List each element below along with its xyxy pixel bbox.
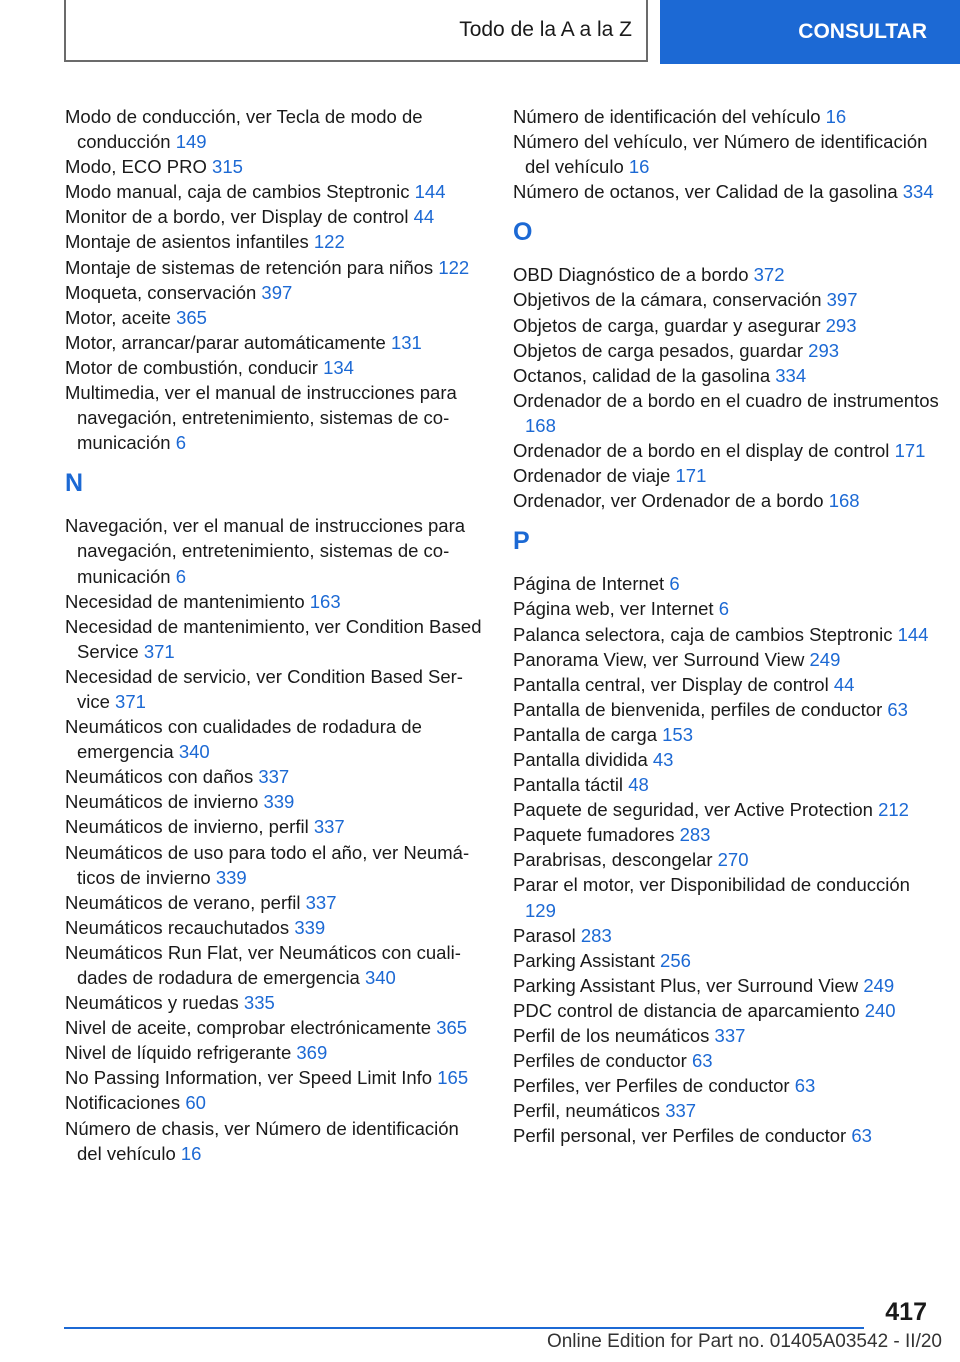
page-reference-link[interactable]: 337 [665, 1100, 697, 1122]
page-reference-link[interactable]: 168 [828, 490, 860, 512]
index-entry-text: Número de identificación del vehículo [513, 106, 821, 127]
index-entry-text: Nivel de aceite, comprobar electrónicamente [65, 1017, 432, 1039]
index-entry [513, 1098, 943, 1123]
index-entry-text: Neumáticos de invierno [65, 791, 259, 813]
page-reference-link[interactable]: 149 [175, 131, 207, 153]
index-entry-text: Parabrisas, descongelar [513, 849, 713, 871]
page-reference-link[interactable]: 397 [261, 281, 293, 303]
page-reference-link[interactable]: 16 [825, 106, 847, 127]
index-entry-text: Neumáticos Run Flat, ver Neumáticos con cualidades de rodadura de emergencia [65, 941, 461, 988]
page-reference-link[interactable]: 134 [323, 356, 354, 378]
index-entry [65, 814, 485, 839]
page-reference-link[interactable]: 334 [902, 181, 934, 203]
page-reference-link[interactable]: 340 [178, 741, 210, 763]
index-entry [513, 847, 943, 872]
page-reference-link[interactable]: 270 [717, 849, 749, 871]
page-reference-link[interactable]: 131 [390, 331, 422, 353]
page-reference-link[interactable]: 63 [887, 698, 908, 720]
index-entry-text: Parasol [513, 924, 576, 946]
page-reference-link[interactable]: 240 [864, 999, 896, 1021]
page-reference-link[interactable]: 293 [825, 314, 857, 336]
index-entry-text: Monitor de a bordo, ver Display de control [65, 206, 409, 228]
index-entry-text: Parar el motor, ver Disponibilidad de conducción [513, 874, 910, 896]
index-column-right [513, 104, 943, 1148]
page-reference-link[interactable]: 44 [833, 673, 855, 695]
page-reference-link[interactable]: 63 [851, 1125, 872, 1147]
index-entry [65, 764, 485, 789]
index-entry-text: Pantalla de carga [513, 723, 657, 745]
page-reference-link[interactable]: 339 [294, 916, 326, 938]
page-reference-link[interactable]: 293 [808, 339, 840, 361]
index-entry-text: Ordenador de a bordo en el cuadro de instrumentos [513, 389, 939, 411]
page-reference-link[interactable]: 129 [525, 899, 556, 921]
index-entry [65, 280, 485, 305]
index-entry [65, 664, 485, 714]
index-entry [513, 1048, 943, 1073]
index-entry [513, 672, 943, 697]
page-reference-link[interactable]: 365 [176, 306, 207, 328]
index-entry [65, 990, 485, 1015]
index-entry-text: Perfiles de conductor [513, 1050, 687, 1072]
index-entry [513, 129, 943, 179]
index-entry-text: Modo manual, caja de cambios Steptronic [65, 181, 410, 203]
page-reference-link[interactable]: 168 [525, 414, 556, 436]
index-entry-text: Ordenador de a bordo en el display de control [513, 440, 890, 462]
page-reference-link[interactable]: 165 [437, 1067, 469, 1089]
page-reference-link[interactable]: 16 [628, 156, 650, 178]
index-entry [65, 890, 485, 915]
index-entry [513, 463, 943, 488]
page-reference-link[interactable]: 369 [296, 1042, 328, 1064]
page-reference-link[interactable]: 144 [414, 181, 446, 203]
index-entry-text: Ordenador de viaje [513, 465, 671, 487]
index-entry [513, 363, 943, 388]
index-entry-text: Panorama View, ver Surround View [513, 648, 805, 670]
index-entry [65, 305, 485, 330]
index-entry-text: Número del vehículo, ver Número de identificación del vehículo [513, 131, 928, 178]
index-entry [513, 772, 943, 797]
index-entry-text: PDC control de distancia de aparcamiento [513, 999, 860, 1021]
index-entry [513, 488, 943, 513]
page-reference-link[interactable]: 212 [878, 799, 909, 821]
index-entry-text: Necesidad de servicio, ver Condition Based Service [65, 665, 463, 712]
page-reference-link[interactable]: 63 [691, 1050, 713, 1072]
index-entry [65, 330, 485, 355]
page-reference-link[interactable]: 43 [652, 748, 674, 770]
index-entry [65, 255, 485, 280]
page-reference-link[interactable]: 171 [894, 440, 926, 462]
index-entry [513, 262, 943, 287]
index-entry [65, 940, 485, 990]
page-reference-link[interactable]: 315 [212, 156, 243, 178]
index-entry [513, 797, 943, 822]
index-entry [513, 822, 943, 847]
index-entry [65, 714, 485, 764]
index-entry [513, 622, 943, 647]
index-entry [513, 179, 943, 204]
index-entry-text: Necesidad de mantenimiento [65, 590, 305, 612]
index-entry [513, 1073, 943, 1098]
index-entry-text: Neumáticos de invierno, perfil [65, 816, 309, 838]
page-reference-link[interactable]: 122 [313, 231, 345, 253]
index-entry-text: Parking Assistant Plus, ver Surround View [513, 974, 859, 996]
page-reference-link[interactable]: 337 [305, 891, 337, 913]
index-entry-text: Necesidad de mantenimiento, ver Condition Based Service [65, 615, 482, 662]
index-entry-text: Octanos, calidad de la gasolina [513, 364, 771, 386]
index-entry-text: Número de chasis, ver Número de identificación del vehículo [65, 1117, 459, 1164]
index-entry-text: Objetos de carga pesados, guardar [513, 339, 804, 361]
index-entry-text: Objetos de carga, guardar y asegurar [513, 314, 821, 336]
index-entry [65, 179, 485, 204]
index-entry-text: Notificaciones [65, 1092, 181, 1114]
index-entry-text: Nivel de líquido refrigerante [65, 1042, 292, 1064]
index-entry [513, 313, 943, 338]
page-reference-link[interactable]: 365 [436, 1017, 468, 1039]
index-entry-text: No Passing Information, ver Speed Limit Info [65, 1067, 433, 1089]
page-reference-link[interactable]: 153 [662, 723, 694, 745]
index-entry-text: Modo de conducción, ver Tecla de modo de conducción [65, 106, 423, 153]
page-reference-link[interactable]: 340 [364, 967, 396, 988]
index-entry-text: Neumáticos y ruedas [65, 992, 239, 1014]
index-entry-text: Neumáticos de uso para todo el año, ver Neumáticos de invierno [65, 841, 470, 888]
page-reference-link[interactable]: 335 [243, 992, 275, 1014]
index-entry [513, 338, 943, 363]
section-letter: O [513, 218, 533, 247]
index-entry-text: Navegación, ver el manual de instrucciones para navegación, entretenimiento, sistemas de comunicación [65, 515, 466, 587]
page-reference-link[interactable]: 339 [263, 791, 295, 813]
page-reference-link[interactable]: 6 [718, 598, 729, 620]
index-entry [513, 722, 943, 747]
page-reference-link[interactable]: 371 [115, 690, 146, 712]
index-entry-text: Parking Assistant [513, 949, 655, 971]
index-entry-text: Neumáticos con daños [65, 766, 254, 788]
index-entry [513, 104, 943, 129]
index-entry [65, 1116, 485, 1166]
page-reference-link[interactable]: 256 [660, 949, 691, 971]
page-reference-link[interactable]: 339 [215, 866, 247, 888]
index-entry-text: Neumáticos de verano, perfil [65, 891, 301, 913]
index-entry-text: Página web, ver Internet [513, 598, 714, 620]
index-entry [513, 647, 943, 672]
page-reference-link[interactable]: 48 [628, 774, 649, 796]
index-entry [65, 513, 485, 588]
index-entry-text: Moqueta, conservación [65, 281, 257, 303]
index-entry [65, 204, 485, 229]
index-entry-text: Pantalla de bienvenida, perfiles de conductor [513, 698, 883, 720]
tab-consult[interactable] [660, 0, 960, 64]
page-reference-link[interactable]: 16 [180, 1142, 202, 1164]
page-reference-link[interactable]: 283 [580, 924, 612, 946]
section-letter: N [65, 469, 84, 498]
page-reference-link[interactable]: 163 [309, 590, 341, 612]
page-number: 417 [885, 1298, 927, 1326]
index-entry [513, 1023, 943, 1048]
index-entry-text: Pantalla central, ver Display de control [513, 673, 829, 695]
index-entry-text: Palanca selectora, caja de cambios Steptronic [513, 623, 893, 645]
tab-index-label: Todo de la A a la Z [459, 18, 632, 41]
index-entry-text: Perfil, neumáticos [513, 1100, 661, 1122]
page-reference-link[interactable]: 371 [143, 640, 175, 662]
index-entry-text: Montaje de sistemas de retención para niños [65, 256, 434, 278]
page-reference-link[interactable]: 337 [313, 816, 345, 838]
index-entry-text: Montaje de asientos infantiles [65, 231, 309, 253]
page-reference-link[interactable]: 337 [258, 766, 290, 788]
index-entry-text: Perfil personal, ver Perfiles de conductor [513, 1125, 847, 1147]
index-entry-text: Paquete de seguridad, ver Active Protection [513, 799, 873, 821]
index-entry [513, 747, 943, 772]
page-reference-link[interactable]: 144 [897, 623, 929, 645]
index-entry-text: Perfil de los neumáticos [513, 1025, 710, 1046]
index-entry [65, 1090, 485, 1115]
index-entry [513, 923, 943, 948]
index-entry-text: Motor de combustión, conducir [65, 356, 318, 378]
index-entry [513, 571, 943, 596]
index-entry [65, 154, 485, 179]
index-entry-text: Pantalla táctil [513, 774, 624, 796]
page-reference-link[interactable]: 122 [438, 256, 470, 278]
index-entry [65, 1065, 485, 1090]
index-entry [65, 1015, 485, 1040]
index-entry [513, 973, 943, 998]
index-entry [65, 104, 485, 154]
index-entry-text: Paquete fumadores [513, 824, 675, 846]
page-reference-link[interactable]: 6 [669, 573, 680, 595]
index-entry [65, 355, 485, 380]
page-reference-link[interactable]: 397 [826, 289, 858, 311]
index-entry-text: Página de Internet [513, 573, 665, 595]
index-entry-text: OBD Diagnóstico de a bordo [513, 264, 749, 286]
index-entry-text: Número de octanos, ver Calidad de la gasolina [513, 181, 898, 203]
tab-consult-label: CONSULTAR [798, 20, 927, 43]
index-entry [513, 1123, 943, 1148]
section-letter: P [513, 527, 530, 556]
index-entry-text: Neumáticos recauchutados [65, 916, 290, 938]
page-reference-link[interactable]: 63 [794, 1075, 816, 1097]
page-reference-link[interactable]: 334 [775, 364, 807, 386]
footer-divider [64, 1327, 864, 1329]
index-entry [513, 438, 943, 463]
index-entry-text: Perfiles, ver Perfiles de conductor [513, 1075, 790, 1097]
index-entry-text: Ordenador, ver Ordenador de a bordo [513, 490, 824, 512]
index-entry [65, 229, 485, 254]
index-entry-text: Motor, arrancar/parar automáticamente [65, 331, 386, 353]
index-entry [65, 380, 485, 455]
index-entry [65, 614, 485, 664]
index-entry [513, 388, 943, 438]
index-entry [513, 697, 943, 722]
index-entry [65, 840, 485, 890]
footer-edition: Online Edition for Part no. 01405A03542 - II/20 [546, 1331, 942, 1352]
page-reference-link[interactable]: 283 [679, 824, 711, 846]
index-column-left [65, 104, 485, 1166]
tab-index-a-z[interactable] [64, 0, 648, 62]
index-entry [65, 589, 485, 614]
page-reference-link[interactable]: 372 [753, 264, 785, 286]
page-reference-link[interactable]: 6 [175, 432, 187, 454]
index-entry [513, 998, 943, 1023]
index-entry [65, 1040, 485, 1065]
index-entry-text: Objetivos de la cámara, conservación [513, 289, 822, 311]
index-entry [513, 287, 943, 312]
page-reference-link[interactable]: 171 [675, 465, 707, 487]
index-entry [513, 948, 943, 973]
index-entry-text: Modo, ECO PRO [65, 156, 207, 178]
page-reference-link[interactable]: 60 [185, 1092, 206, 1114]
page-reference-link[interactable]: 6 [175, 565, 187, 587]
page-reference-link[interactable]: 337 [714, 1025, 746, 1046]
index-entry-text: Pantalla dividida [513, 748, 648, 770]
page-reference-link[interactable]: 249 [863, 974, 895, 996]
page-reference-link[interactable]: 249 [809, 648, 841, 670]
index-entry-text: Multimedia, ver el manual de instrucciones para navegación, entretenimiento, sistemas de comunicación [65, 382, 457, 454]
index-entry-text: Motor, aceite [65, 306, 171, 328]
index-entry [65, 789, 485, 814]
index-entry [65, 915, 485, 940]
index-entry-text: Neumáticos con cualidades de rodadura de emergencia [65, 716, 422, 763]
index-entry [513, 596, 943, 621]
index-entry [513, 872, 943, 922]
page-reference-link[interactable]: 44 [413, 206, 435, 228]
